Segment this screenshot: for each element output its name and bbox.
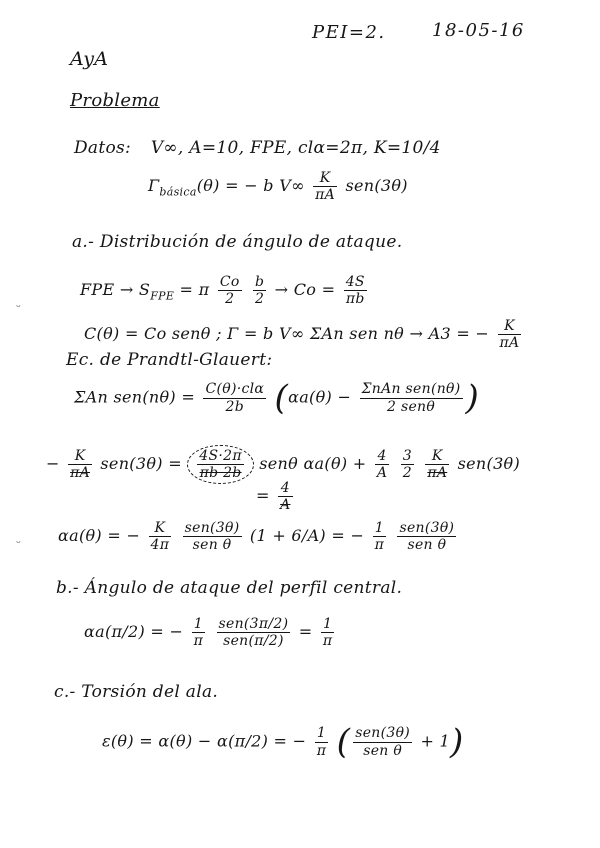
substitution-result: = $\frac{4}{A}$: [256, 480, 291, 514]
datos-values: V∞, A=10, FPE, clα=2π, K=10/4: [150, 138, 441, 158]
gamma-rhs: sen(3θ): [345, 176, 408, 196]
twist-equation: ε(θ) = α(θ) − α(π/2) = − $\frac{1}{\pi}$ ( $\frac{\text{sen(3θ)}}{\text{sen θ}}$ + 1): [102, 722, 464, 762]
header-date: 18-05-16: [432, 20, 525, 41]
gamma-line: [148, 170, 408, 203]
prandtl-equation: ΣAn sen(nθ) = $\frac{\text{C(θ)·clα}}{2b}$ (αa(θ) − $\frac{\text{ΣnAn sen(nθ)}}{\text{2 senθ}}$ ): [74, 378, 480, 418]
gamma-k-fraction: $\frac{K}{\pi A}$: [315, 170, 336, 204]
section-title: Problema: [70, 90, 160, 111]
course-label: AyA: [70, 48, 109, 70]
header-pei: PEI=2.: [312, 22, 386, 43]
part-c-title: c.- Torsión del ala.: [54, 682, 219, 702]
chord-gamma-line: C(θ) = Co senθ ; Γ = b V∞ ΣAn sen nθ → A3 = − $\frac{K}{\pi A}$: [84, 318, 520, 352]
gamma-mid: = − b V∞: [225, 176, 305, 196]
substitution-line: − $\frac{K}{\pi A}$ sen(3θ) = $\frac{4S\cdot 2\pi}{\pi b 2b}$ senθ αa(θ) + $\frac{4}{A}$ $\frac{3}{2}$ $\frac{K}{\pi A}$ sen(3θ): [46, 445, 520, 484]
part-a-title: a.- Distribución de ángulo de ataque.: [72, 232, 403, 252]
part-b-title: b.- Ángulo de ataque del perfil central.: [56, 578, 403, 598]
prandtl-title: Ec. de Prandtl-Glauert:: [66, 350, 273, 370]
margin-mark: ᵕ: [16, 536, 21, 550]
datos-line: [74, 138, 441, 158]
alpha-distribution: αa(θ) = − $\frac{K}{4\pi}$ $\frac{\text{sen(3θ)}}{\text{sen θ}}$ (1 + 6/A) = − $\frac{1}{\pi}$ $\frac{\text{sen(3θ)}}{\text{sen θ}}$: [58, 520, 455, 554]
margin-mark: ᵕ: [16, 300, 21, 314]
datos-label: Datos:: [74, 138, 132, 158]
alpha-central: αa(π/2) = − $\frac{1}{\pi}$ $\frac{\text{sen(3π/2)}}{\text{sen(π/2)}}$ = $\frac{1}{\pi}$: [84, 616, 333, 650]
gamma-lhs: Γ: [148, 176, 160, 196]
gamma-sub: básica: [159, 185, 197, 199]
gamma-arg: (θ): [196, 176, 220, 196]
fpe-line: FPE → $S_{FPE} = \pi$ $\frac{Co}{2}$ $\frac{b}{2}$ → Co = $\frac{4S}{\pi b}$: [80, 274, 365, 308]
